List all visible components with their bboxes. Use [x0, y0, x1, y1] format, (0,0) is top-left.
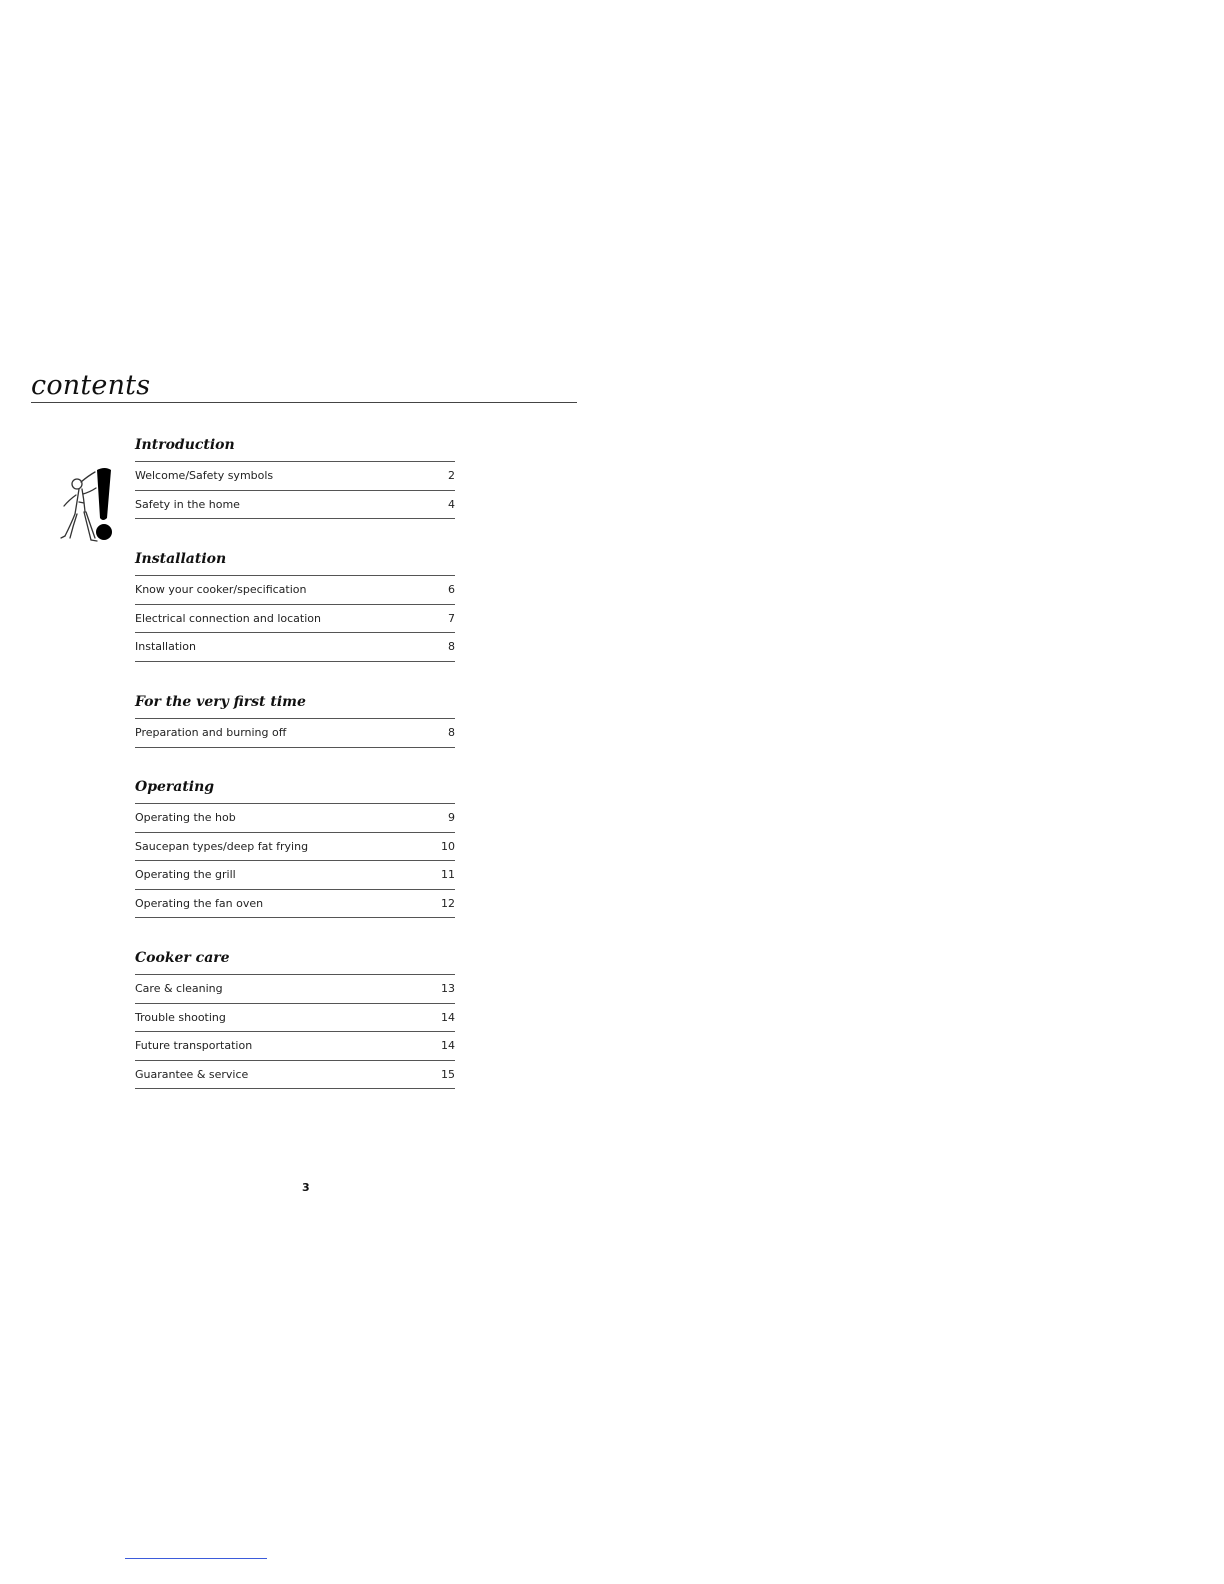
toc-entry-label: Welcome/Safety symbols — [135, 469, 274, 483]
toc-section-operating — [135, 775, 455, 918]
toc-entry[interactable] — [135, 975, 455, 1004]
toc-entry-label: Operating the fan oven — [135, 896, 264, 910]
toc-entry-page: 12 — [441, 896, 455, 910]
toc-entry-page: 7 — [448, 611, 455, 625]
toc-entry[interactable] — [135, 605, 455, 634]
toc-entry-page: 4 — [448, 497, 455, 511]
title-divider — [31, 402, 577, 403]
person-with-exclamation-mark-icon — [55, 462, 125, 546]
toc-entry-label: Electrical connection and location — [135, 611, 321, 625]
toc-entry[interactable] — [135, 491, 455, 520]
toc-entry-page: 9 — [448, 811, 455, 825]
toc-entry[interactable] — [135, 1061, 455, 1090]
toc-entry-label: Know your cooker/specification — [135, 583, 307, 597]
toc-entry-page: 8 — [448, 640, 455, 654]
toc-entry-label: Safety in the home — [135, 497, 240, 511]
toc-entry-label: Trouble shooting — [135, 1010, 226, 1024]
toc-entry-page: 14 — [441, 1010, 455, 1024]
toc-entry-label: Operating the hob — [135, 811, 236, 825]
toc-entry-page: 11 — [441, 868, 455, 882]
toc-entry-page: 15 — [441, 1067, 455, 1081]
toc-entry-page: 2 — [448, 469, 455, 483]
toc-entry-label: Guarantee & service — [135, 1067, 249, 1081]
toc-entry-page: 6 — [448, 583, 455, 597]
toc-entry-label: Operating the grill — [135, 868, 236, 882]
toc-entry[interactable] — [135, 861, 455, 890]
section-heading: Operating — [135, 775, 455, 804]
toc-entry-label: Installation — [135, 640, 196, 654]
section-heading: Introduction — [135, 433, 455, 462]
toc-entry[interactable] — [135, 462, 455, 491]
toc-section-introduction — [135, 433, 455, 519]
toc-entry[interactable] — [135, 804, 455, 833]
toc-entry[interactable] — [135, 1004, 455, 1033]
toc-entry[interactable] — [135, 833, 455, 862]
section-heading: For the very first time — [135, 690, 455, 719]
toc-entry[interactable] — [135, 1032, 455, 1061]
toc-entry-page: 13 — [441, 982, 455, 996]
toc-entry[interactable] — [135, 719, 455, 748]
toc-entry-page: 14 — [441, 1039, 455, 1053]
toc-entry[interactable] — [135, 576, 455, 605]
toc-section-first-time — [135, 690, 455, 748]
toc-entry-label: Preparation and burning off — [135, 726, 287, 740]
toc-section-installation — [135, 547, 455, 662]
footer-link-underline[interactable] — [125, 1558, 267, 1559]
page-number: 3 — [302, 1181, 310, 1194]
toc-entry-label: Care & cleaning — [135, 982, 223, 996]
toc-entry-label: Future transportation — [135, 1039, 253, 1053]
toc-entry-page: 10 — [441, 839, 455, 853]
toc-section-cooker-care — [135, 946, 455, 1089]
section-heading: Cooker care — [135, 946, 455, 975]
toc-entry[interactable] — [135, 633, 455, 662]
toc-entry-page: 8 — [448, 726, 455, 740]
toc-entry-label: Saucepan types/deep fat frying — [135, 839, 309, 853]
toc-entry[interactable] — [135, 890, 455, 919]
section-heading: Installation — [135, 547, 455, 576]
page-title: contents — [31, 370, 151, 401]
